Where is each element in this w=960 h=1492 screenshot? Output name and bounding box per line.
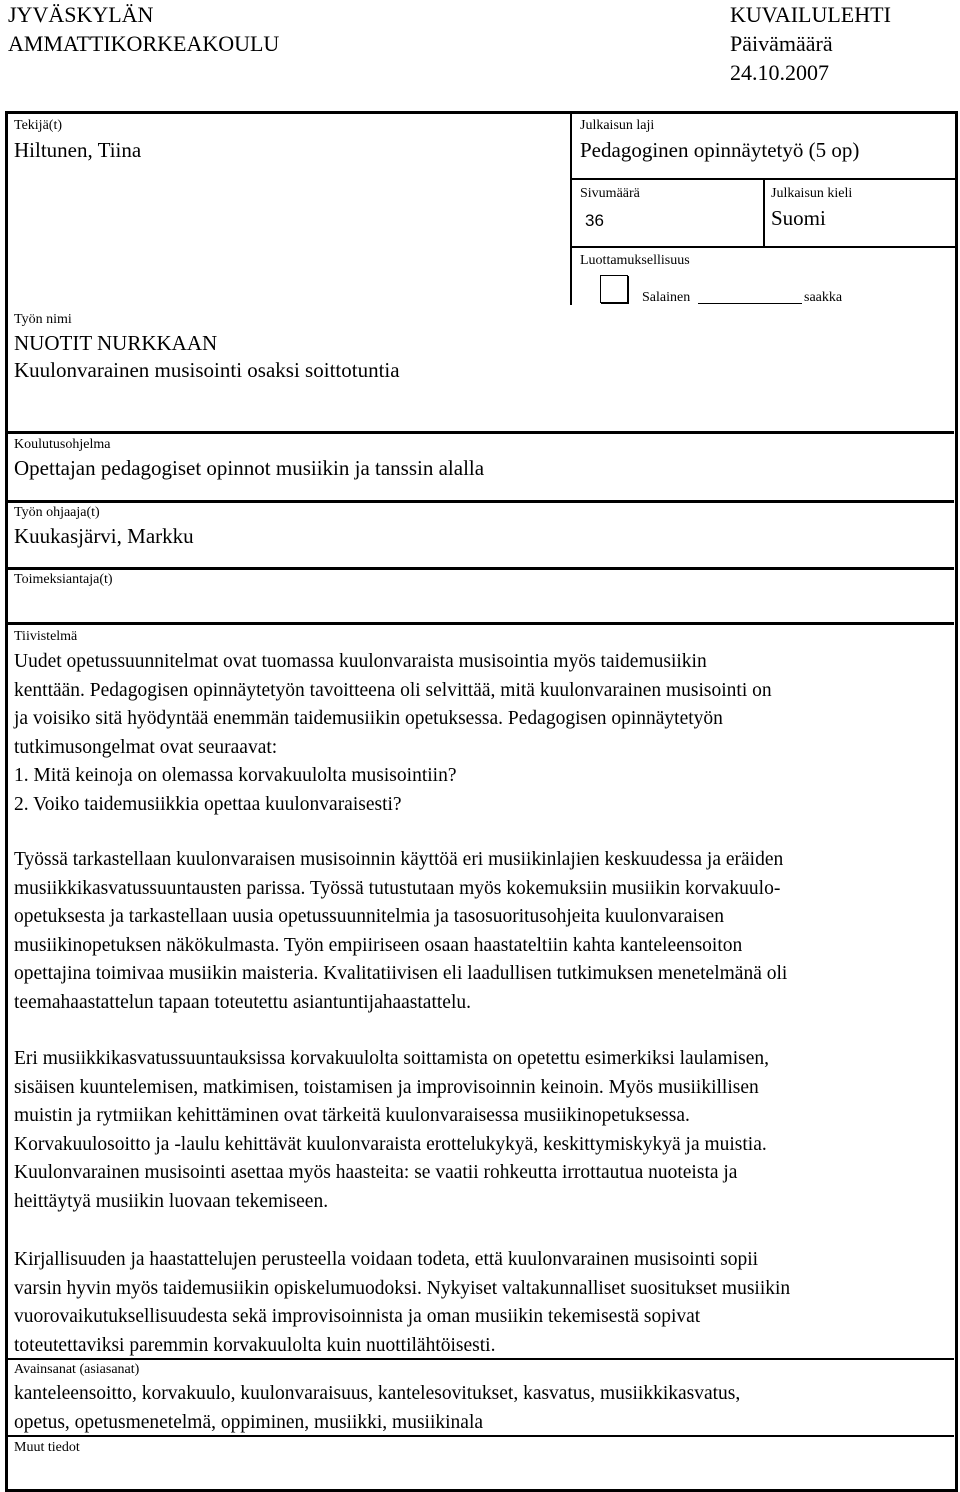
abstract-line: Korvakuulosoitto ja -laulu kehittävät kuulonvaraista erottelukykyä, keskittymiskykyä ja muistia. xyxy=(14,1133,767,1155)
abstract-line: teemahaastattelun tapaan toteutettu asiantuntijahaastattelu. xyxy=(14,991,471,1013)
abstract-line: Työssä tarkastellaan kuulonvaraisen musisoinnin käyttöä eri musiikinlajien keskuudessa ja eräiden xyxy=(14,849,784,870)
institution-line-2: AMMATTIKORKEAKOULU xyxy=(8,31,280,56)
date-label: Päivämäärä xyxy=(730,31,833,56)
divider-title-bottom xyxy=(7,431,954,434)
divider-supervisor-bottom xyxy=(7,567,954,570)
abstract-line: muistin ja rytmiikan kehittäminen ovat tärkeitä kuulonvaraisessa musiikinopetuksessa. xyxy=(14,1105,690,1126)
supervisor-value: Kuukasjärvi, Markku xyxy=(14,524,194,548)
divider-vertical-meta xyxy=(763,179,765,247)
abstract-line: Kuulonvarainen musisointi asettaa myös haasteita: se vaatii rohkeutta irrottautua nuoteista ja xyxy=(14,1162,738,1183)
language-value: Suomi xyxy=(771,206,826,230)
abstract-line: Eri musiikkikasvatussuuntauksissa korvakuulolta soittamista on opetettu esimerkiksi laulamisen, xyxy=(14,1048,769,1069)
abstract-line: Uudet opetussuunnitelmat ovat tuomassa kuulonvaraista musisointia myös taidemusiikin xyxy=(14,651,707,672)
confidentiality-label: Luottamuksellisuus xyxy=(580,253,690,268)
abstract-paragraph-1 xyxy=(14,648,772,819)
authors-value: Hiltunen, Tiina xyxy=(14,138,142,162)
other-info-label: Muut tiedot xyxy=(14,1440,80,1455)
publication-type-label: Julkaisun laji xyxy=(580,118,655,133)
abstract-line: ja voisiko sitä hyödyntää enemmän taidemusiikin opetuksessa. Pedagogisen opinnäytetyön xyxy=(14,708,723,729)
abstract-line: vuorovaikutuksellisuudesta sekä improvisoinnista ja oman musiikin tekemisestä sopivat xyxy=(14,1306,701,1327)
document-header-right xyxy=(730,0,891,87)
divider-programme-bottom xyxy=(7,500,954,503)
page-count-label: Sivumäärä xyxy=(580,186,640,201)
keywords-line: opetus, opetusmenetelmä, oppiminen, musiikki, musiikinala xyxy=(14,1411,484,1433)
abstract-line: Kirjallisuuden ja haastattelujen perusteella voidaan todeta, että kuulonvarainen musisointi sopii xyxy=(14,1249,759,1270)
abstract-line: musiikinopetuksen näkökulmasta. Työn empiiriseen osaan haastateltiin kahta kanteleensoiton xyxy=(14,934,743,956)
abstract-paragraph-2 xyxy=(14,846,787,1017)
title-label: Työn nimi xyxy=(14,312,72,327)
supervisor-label: Työn ohjaaja(t) xyxy=(14,505,100,520)
divider-commissioner-bottom xyxy=(7,622,954,625)
publication-type-value: Pedagoginen opinnäytetyö (5 op) xyxy=(580,138,860,162)
programme-value: Opettajan pedagogiset opinnot musiikin ja tanssin alalla xyxy=(14,456,485,480)
institution-name xyxy=(8,0,279,58)
abstract-line: opetuksesta ja tarkastellaan uusia opetussuunnitelmia ja tasosuoritusohjeita kuulonvaraisen xyxy=(14,906,724,927)
keywords-label: Avainsanat (asiasanat) xyxy=(14,1362,140,1377)
abstract-line: sisäisen kuuntelemisen, matkimisen, toistamisen ja improvisoinnin keinoin. Myös musiikillisen xyxy=(14,1076,759,1098)
confidential-until-label: saakka xyxy=(804,290,843,305)
abstract-line: 2. Voiko taidemusiikkia opettaa kuulonvaraisesti? xyxy=(14,793,402,815)
abstract-line: opettajina toimivaa musiikin maisteria. Kvalitatiivisen eli laadullisen tutkimuksen menetelmänä oli xyxy=(14,963,788,984)
abstract-line: musiikkikasvatussuuntausten parissa. Työssä tutustutaan myös kokemuksiin musiikin korvakuulo- xyxy=(14,877,781,899)
abstract-line: tutkimusongelmat ovat seuraavat: xyxy=(14,736,278,758)
abstract-label: Tiivistelmä xyxy=(14,629,78,644)
institution-line-1: JYVÄSKYLÄN xyxy=(8,2,154,27)
authors-label: Tekijä(t) xyxy=(14,118,62,133)
abstract-line: toteutettaviksi paremmin korvakuulolta kuin nuottilähtöisesti. xyxy=(14,1334,496,1356)
commissioner-label: Toimeksiantaja(t) xyxy=(14,572,113,587)
abstract-paragraph-4 xyxy=(14,1246,790,1360)
divider-vertical-main xyxy=(570,113,572,305)
keywords-value xyxy=(14,1380,740,1437)
title-line-2: Kuulonvarainen musisointi osaksi soittotuntia xyxy=(14,358,400,382)
abstract-line: varsin hyvin myös taidemusiikin opiskelumuodoksi. Nykyiset valtakunnalliset suositukset musiikin xyxy=(14,1277,791,1299)
confidential-until-line xyxy=(698,303,802,304)
programme-label: Koulutusohjelma xyxy=(14,437,111,452)
keywords-line: kanteleensoitto, korvakuulo, kuulonvaraisuus, kantelesovitukset, kasvatus, musiikkikasvatus, xyxy=(14,1383,741,1404)
document-type: KUVAILULEHTI xyxy=(730,2,891,27)
abstract-line: kenttään. Pedagogisen opinnäytetyön tavoitteena oli selvittää, mitä kuulonvarainen musisointi on xyxy=(14,679,772,701)
date-value: 24.10.2007 xyxy=(730,60,829,85)
language-label: Julkaisun kieli xyxy=(771,186,853,201)
abstract-line: 1. Mitä keinoja on olemassa korvakuulolta musisointiin? xyxy=(14,765,457,786)
page-count-value: 36 xyxy=(585,211,604,230)
confidential-secret-label: Salainen xyxy=(642,290,691,305)
title-line-1: NUOTIT NURKKAAN xyxy=(14,331,218,355)
abstract-line: heittäytyä musiikin luovaan tekemiseen. xyxy=(14,1190,329,1212)
confidential-checkbox[interactable] xyxy=(600,275,628,303)
abstract-paragraph-3 xyxy=(14,1045,769,1216)
